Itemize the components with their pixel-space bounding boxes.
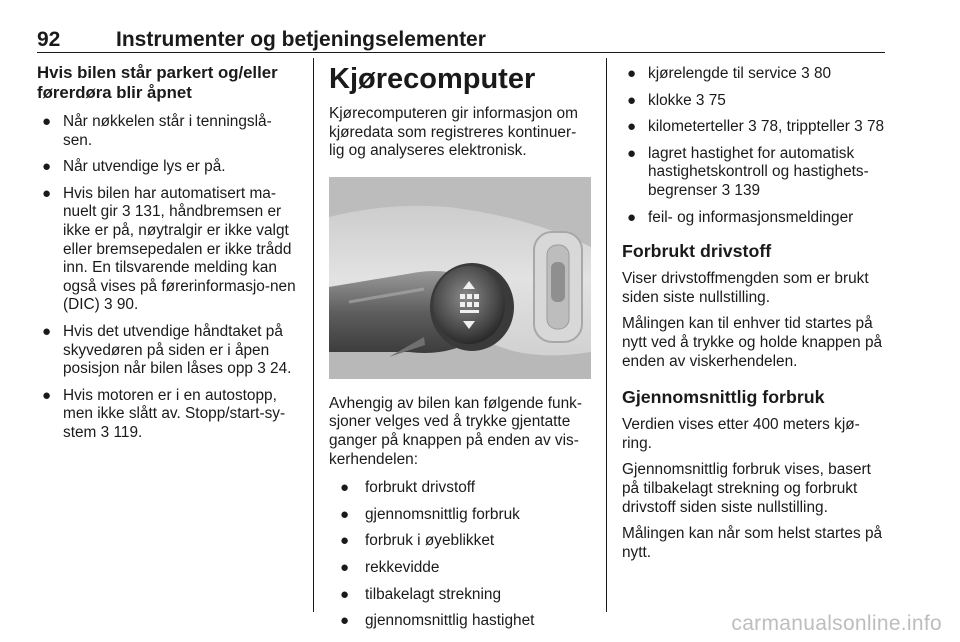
wiper-stalk-illustration (329, 177, 591, 379)
list-item: ● Når nøkkelen står i tenningslå-sen. (42, 113, 272, 149)
bullet-icon: ● (340, 505, 350, 523)
bullet-list (37, 113, 299, 443)
bullet-icon: ● (627, 208, 637, 226)
list-item: ● kilometerteller 3 78, trippteller 3 78 (627, 118, 885, 136)
paragraph: Gjennomsnittlig forbruk vises, basert på tilbakelagt strekning og forbrukt drivstoff siden siste nullstilling. (622, 461, 871, 516)
bullet-icon: ● (340, 558, 350, 576)
column-2 (329, 63, 591, 639)
bullet-icon: ● (627, 144, 637, 162)
bullet-icon: ● (340, 479, 350, 497)
bullet-icon: ● (627, 65, 637, 82)
column-3 (622, 63, 886, 562)
page-header (37, 26, 885, 53)
list-item: ● gjennomsnittlig hastighet (340, 612, 535, 630)
column-divider (606, 58, 607, 612)
bullet-icon: ● (340, 612, 350, 630)
list-item: ● forbruk i øyeblikket (340, 532, 495, 550)
caption-paragraph: Avhengig av bilen kan følgende funk-sjoner velges ved å trykke gjentatte ganger på knappen på enden av vis-kerhendelen: (329, 394, 582, 468)
list-item: ● feil- og informasjonsmeldinger (627, 208, 854, 226)
bullet-icon: ● (42, 184, 52, 202)
bullet-icon: ● (340, 585, 350, 603)
bullet-icon: ● (42, 158, 52, 176)
bullet-list (622, 65, 886, 227)
list-item: ● kjørelengde til service 3 80 (627, 65, 832, 82)
list-item: ● Når utvendige lys er på. (42, 158, 226, 176)
stalk-button-icon (329, 177, 591, 379)
bullet-icon: ● (42, 386, 52, 404)
list-item: ● Hvis det utvendige håndtaket på skyvedøren på siden er i åpen posisjon når bilen låses opp 3 24. (42, 322, 292, 378)
section-heading: Hvis bilen står parkert og/eller førerdøra blir åpnet (37, 63, 278, 102)
bullet-list (329, 479, 591, 631)
bullet-icon: ● (627, 91, 637, 109)
paragraph: Viser drivstoffmengden som er brukt siden siste nullstilling. (622, 270, 869, 306)
list-item: ● klokke 3 75 (627, 91, 726, 109)
list-item: ● Hvis bilen har automatisert ma-nuelt gir 3 131, håndbremsen er ikke er på, nøytralgir er ikke valgt eller bremsepedalen er ikke trådd inn. En tilsvarende melding kan også vises på førerinformasjo-nen (DIC) 3 90. (42, 184, 296, 314)
paragraph: Målingen kan til enhver tid startes på nytt ved å trykke og holde knappen på enden av viskerhendelen. (622, 315, 883, 370)
section-heading: Gjennomsnittlig forbruk (622, 387, 825, 408)
list-item: ● Hvis motoren er i en autostopp, men ikke slått av. Stopp/start-sy-stem 3 119. (42, 386, 286, 441)
watermark: carmanualsonline.info (731, 612, 942, 635)
chapter-heading: Kjørecomputer (329, 63, 536, 95)
chapter-title: Instrumenter og betjeningselementer (116, 28, 486, 51)
bullet-icon: ● (340, 532, 350, 550)
list-item: ● lagret hastighet for automatisk hastighetskontroll og hastighets-begrenser 3 139 (627, 144, 869, 199)
list-item: ● gjennomsnittlig forbruk (340, 505, 520, 523)
column-divider (313, 58, 314, 612)
intro-paragraph: Kjørecomputeren gir informasjon om kjøredata som registreres kontinuer-lig og analyseres elektronisk. (329, 105, 578, 160)
bullet-icon: ● (627, 118, 637, 136)
list-item: ● forbrukt drivstoff (340, 479, 476, 497)
paragraph: Målingen kan når som helst startes på nytt. (622, 525, 883, 561)
bullet-icon: ● (42, 113, 52, 130)
page-number: 92 (37, 28, 61, 51)
column-1 (37, 63, 299, 451)
section-heading: Forbrukt drivstoff (622, 241, 772, 262)
bullet-icon: ● (42, 322, 52, 340)
list-item: ● tilbakelagt strekning (340, 585, 502, 603)
list-item: ● rekkevidde (340, 558, 440, 576)
paragraph: Verdien vises etter 400 meters kjø-ring. (622, 416, 860, 452)
